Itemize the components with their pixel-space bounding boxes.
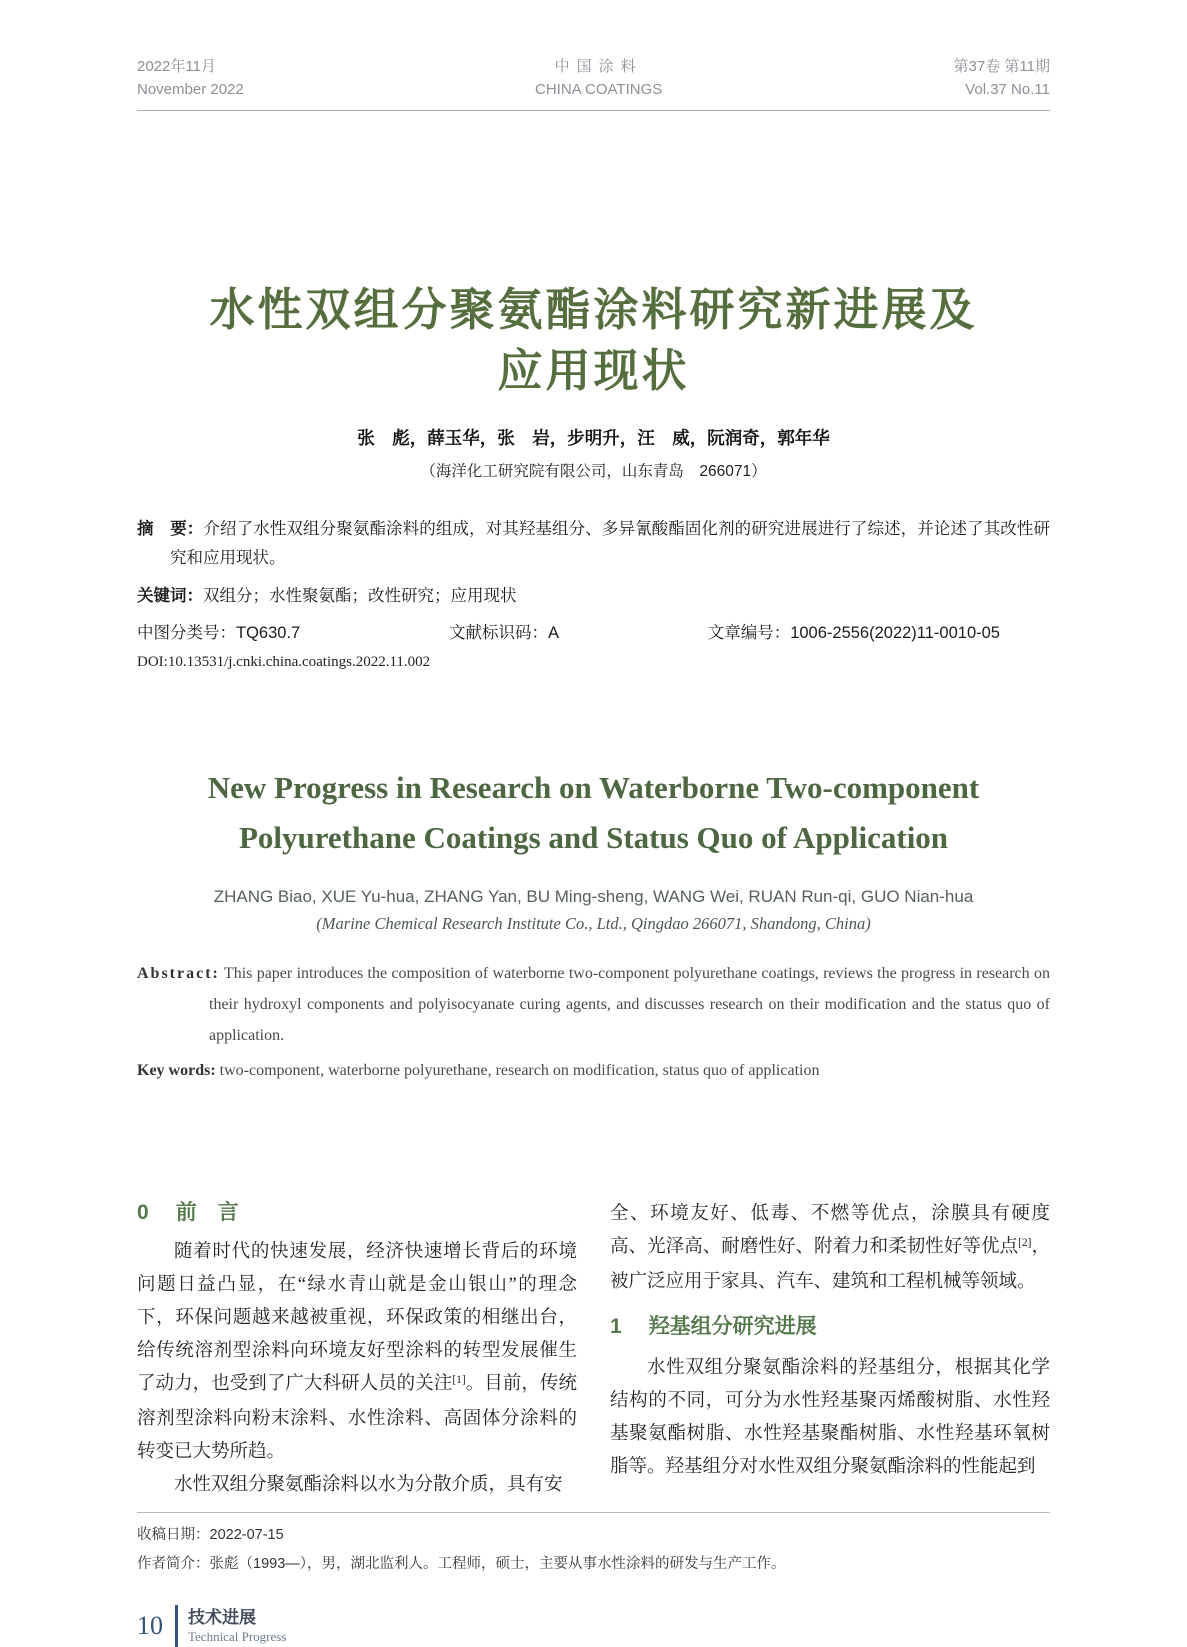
keywords-cn-label: 关键词： [137, 587, 203, 605]
intro-paragraph-1-text-b: 。目前，传统溶剂型涂料向粉末涂料、水性涂料、高固体分涂料的转变已大势所趋。 [137, 1374, 577, 1462]
intro-paragraph-1-text-a: 随着时代的快速发展，经济快速增长背后的环境问题日益凸显，在“绿水青山就是金山银山”的理念下，环保问题越来越被重视，环保政策的相继出台，给传统溶剂型涂料向环境友好型涂料的转型发展催生了动力，也受到了广大科研人员的关注 [137, 1242, 577, 1394]
reference-2-superscript: [2] [1018, 1236, 1032, 1249]
article-number-label: 文章编号： [707, 624, 791, 642]
keywords-en-text: two-component, waterborne polyurethane, research on modification, status quo of application [219, 1062, 820, 1079]
intro-paragraph-2-continued [610, 1198, 1050, 1299]
received-date-label: 收稿日期： [137, 1527, 210, 1543]
intro-paragraph-2-text-a: 全、环境友好、低毒、不燃等优点，涂膜具有硬度高、光泽高、耐磨性好、附着力和柔韧性好等优点 [610, 1204, 1050, 1257]
footnotes [137, 1521, 1050, 1579]
affiliation-en: (Marine Chemical Research Institute Co., Ltd., Qingdao 266071, Shandong, China) [316, 914, 871, 933]
article-title-en [137, 763, 1050, 863]
article-number-value: 1006-2556(2022)11-0010-05 [790, 624, 1000, 642]
abstract-en-label: Abstract: [137, 965, 220, 982]
header-journal-cn: 中国涂料 [554, 58, 643, 75]
header-issue-en: Vol.37 No.11 [965, 81, 1050, 98]
document-code [449, 619, 559, 643]
section-1-paragraph: 水性双组分聚氨酯涂料的羟基组分，根据其化学结构的不同，可分为水性羟基聚丙烯酸树脂、水性羟基聚氨酯树脂、水性羟基聚酯树脂、水性羟基环氧树脂等。羟基组分对水性双组分聚氨酯涂料的性能起到 [610, 1358, 1050, 1477]
document-code-value: A [547, 624, 559, 642]
header-date [137, 55, 244, 101]
authors-cn: 张 彪，薛玉华，张 岩，步明升，汪 威，阮润奇，郭年华 [357, 428, 830, 448]
article-number [708, 619, 1000, 643]
clc-label: 中图分类号： [137, 624, 236, 642]
classification-row [137, 619, 1050, 643]
body-column-right [610, 1198, 1050, 1502]
article-title-cn-line2: 应用现状 [497, 345, 690, 396]
header-issue [954, 55, 1050, 101]
article-title-en-line1: New Progress in Research on Waterborne Two-component [207, 770, 980, 805]
reference-1-superscript: [1] [452, 1373, 466, 1386]
header-journal [535, 55, 662, 101]
header-issue-cn: 第37卷 第11期 [953, 58, 1050, 75]
page-number: 10 [137, 1611, 163, 1640]
footer-divider-bar [175, 1605, 178, 1647]
intro-paragraph-1 [137, 1236, 577, 1469]
footer-column-cn: 技术进展 [188, 1608, 256, 1627]
keywords-cn-text: 双组分；水性聚氨酯；改性研究；应用现状 [203, 587, 517, 605]
keywords-en-label: Key words: [137, 1062, 216, 1079]
header-date-cn: 2022年11月 [137, 58, 216, 75]
author-bio-line [137, 1550, 1050, 1579]
header-date-en: November 2022 [137, 81, 244, 98]
intro-paragraph-2: 水性双组分聚氨酯涂料以水为分散介质，具有安 [174, 1475, 563, 1495]
article-title-cn-line1: 水性双组分聚氨酯涂料研究新进展及 [209, 284, 978, 335]
body-columns [137, 1198, 1050, 1502]
authors-en: ZHANG Biao, XUE Yu-hua, ZHANG Yan, BU Ming-sheng, WANG Wei, RUAN Run-qi, GUO Nian-hua [213, 887, 974, 906]
author-bio-text: 张彪（1993—），男，湖北监利人。工程师，硕士，主要从事水性涂料的研发与生产工作。 [209, 1556, 786, 1572]
abstract-en [137, 958, 1050, 1051]
doi: DOI:10.13531/j.cnki.china.coatings.2022.11.002 [137, 654, 431, 670]
footnote-rule [137, 1512, 1050, 1513]
page-footer [137, 1605, 1050, 1647]
header-journal-en: CHINA COATINGS [535, 81, 663, 98]
intro-paragraph-2-text-b: ，被广泛应用于家具、汽车、建筑和工程机械等领域。 [610, 1237, 1050, 1292]
article-title-en-line2: Polyurethane Coatings and Status Quo of Application [238, 820, 949, 855]
section-heading-1-title: 羟基组分研究进展 [648, 1315, 817, 1338]
author-bio-label: 作者简介： [137, 1556, 210, 1572]
header-rule [137, 110, 1050, 111]
section-heading-0-number: 0 [137, 1201, 149, 1224]
abstract-cn-text: 介绍了水性双组分聚氨酯涂料的组成，对其羟基组分、多异氰酸酯固化剂的研究进展进行了综述，并论述了其改性研究和应用现状。 [170, 520, 1051, 567]
body-column-left [137, 1198, 577, 1502]
section-heading-0-title: 前 言 [175, 1201, 239, 1224]
footer-column-name [188, 1607, 286, 1645]
clc-value: TQ630.7 [236, 624, 301, 642]
abstract-cn-label: 摘 要： [137, 520, 204, 538]
article-title-cn [137, 279, 1050, 401]
received-date-value: 2022-07-15 [209, 1527, 284, 1543]
document-code-label: 文献标识码： [448, 624, 548, 642]
keywords-cn [137, 582, 1050, 606]
page-header [137, 55, 1050, 101]
abstract-en-text: This paper introduces the composition of waterborne two-component polyurethane coatings, reviews the progress in research on their hydroxyl components and polyisocyanate curing agents, and discusses research on their modification and the status quo of application. [209, 965, 1050, 1044]
section-heading-1-number: 1 [610, 1315, 622, 1338]
abstract-cn [137, 515, 1050, 573]
section-heading-1 [610, 1312, 1050, 1342]
received-date-line [137, 1521, 1050, 1550]
keywords-en [137, 1062, 1050, 1080]
section-heading-0 [137, 1198, 577, 1228]
affiliation-cn: （海洋化工研究院有限公司，山东青岛 266071） [420, 463, 767, 480]
footer-column-en: Technical Progress [188, 1629, 287, 1644]
clc-number [137, 619, 300, 643]
